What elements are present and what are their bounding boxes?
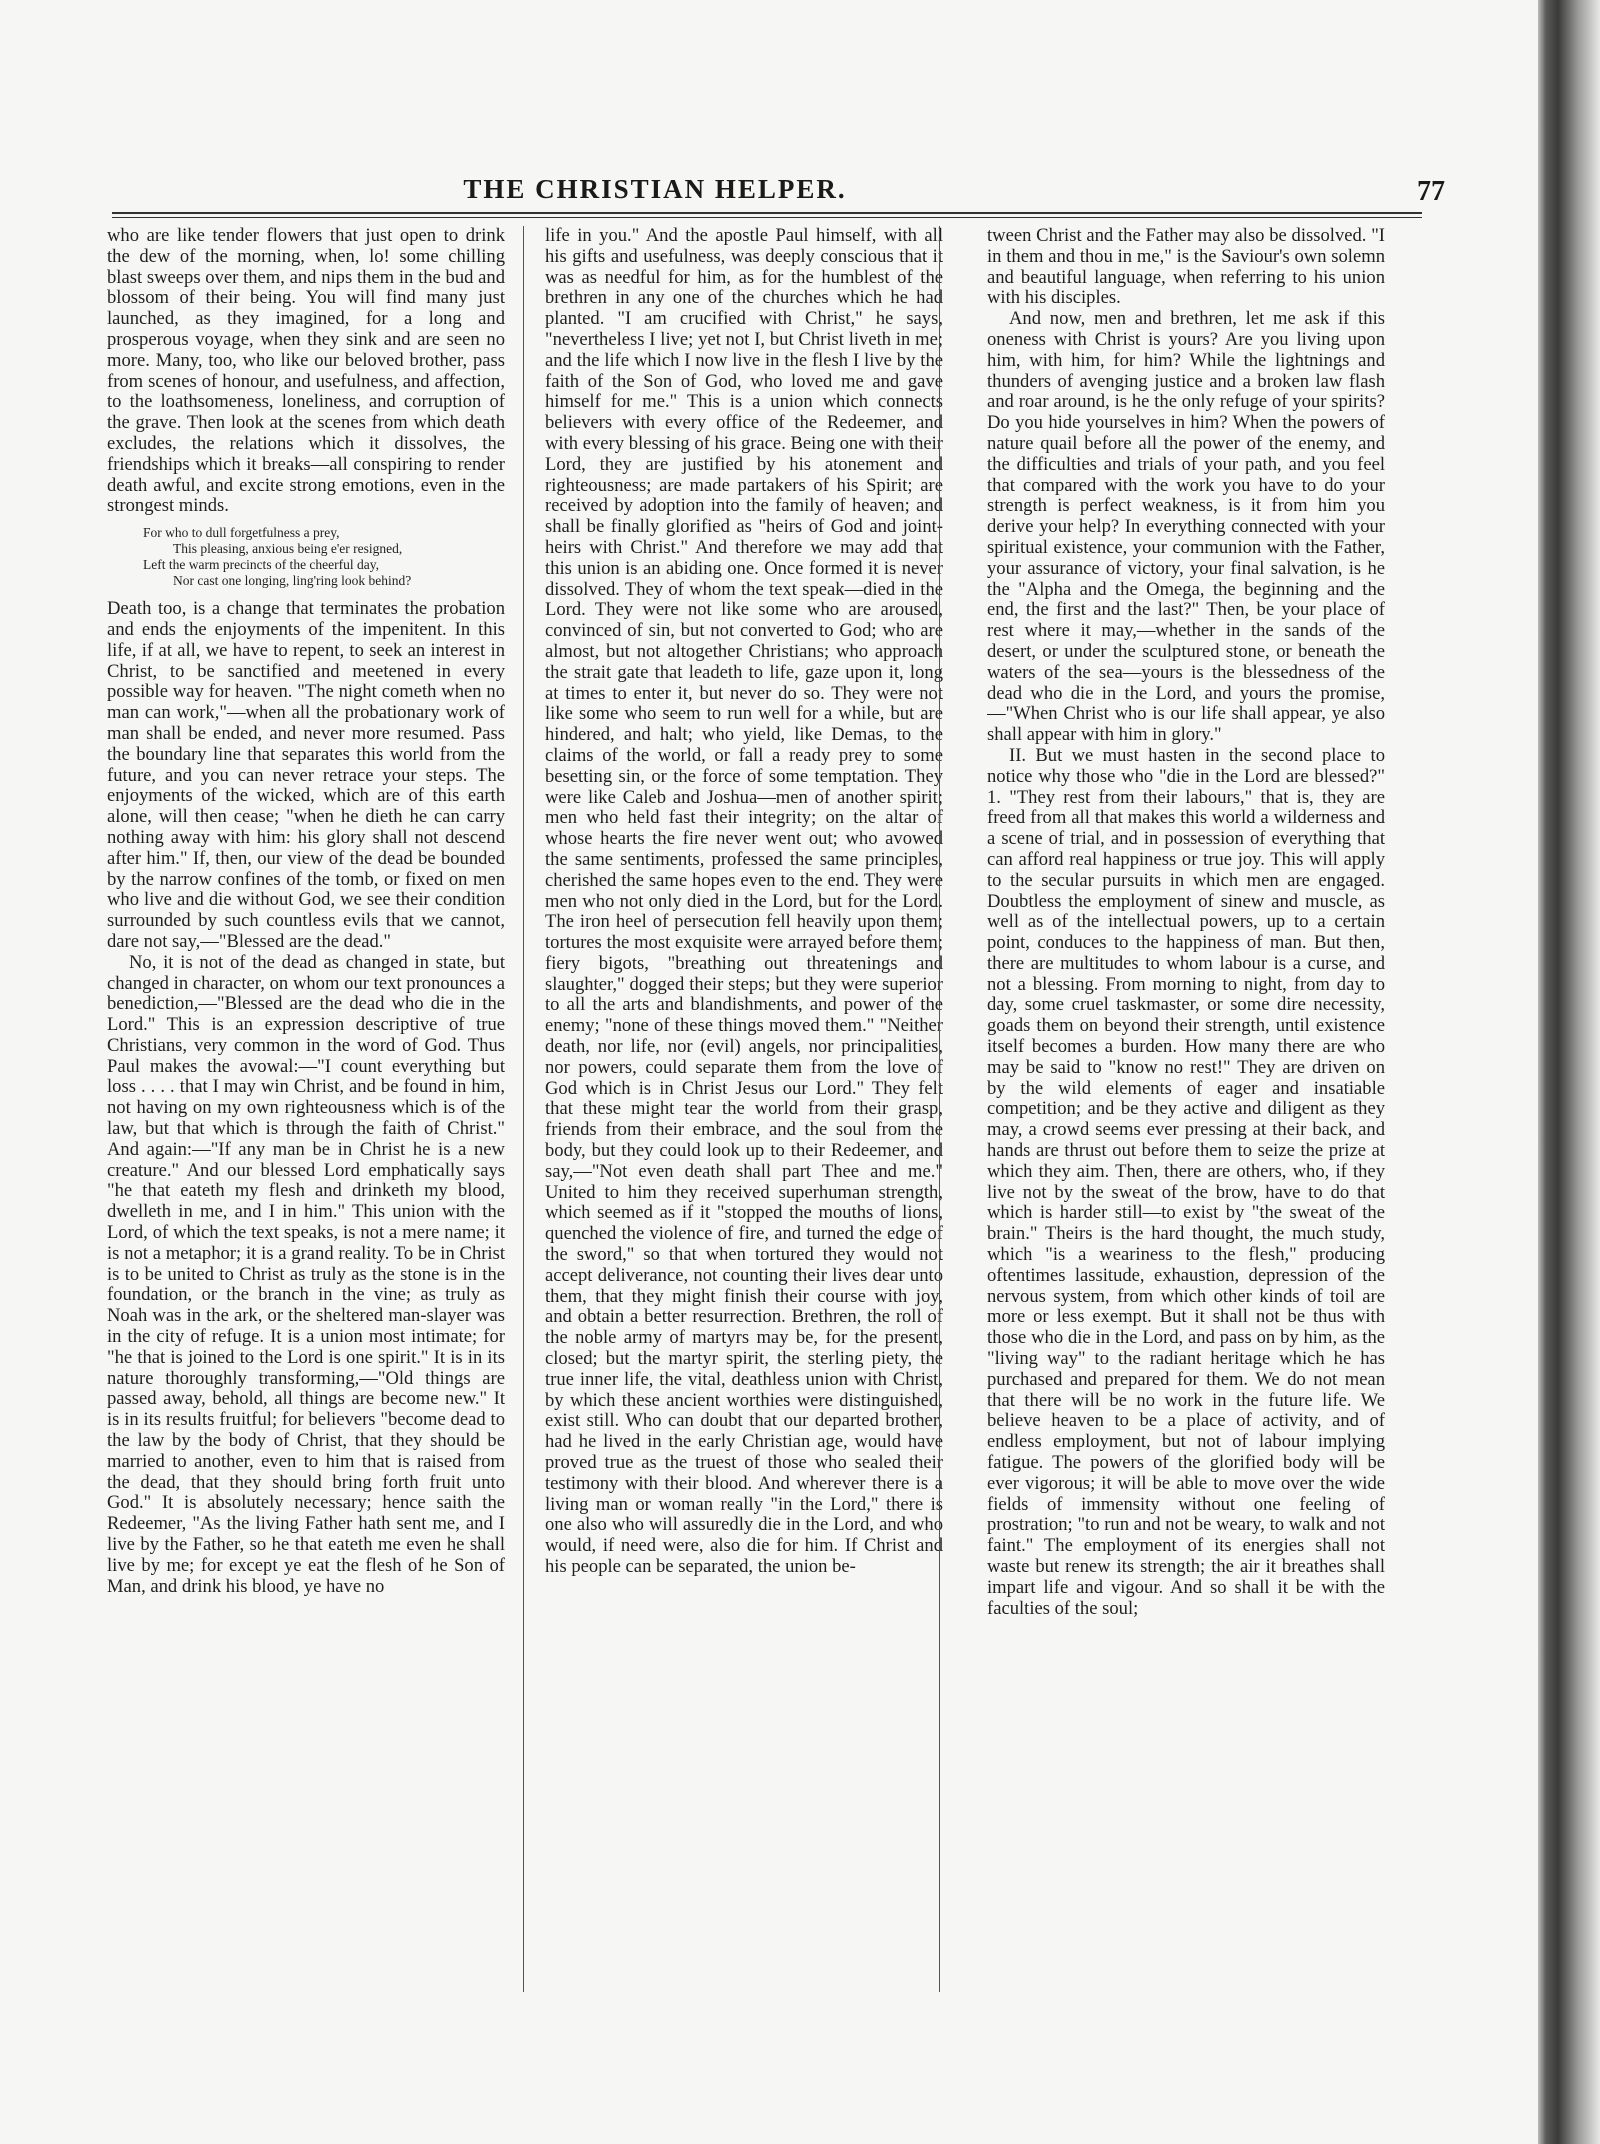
poem-line: Left the warm precincts of the cheerful day, <box>143 557 380 573</box>
page-edge-shadow <box>1538 0 1600 2144</box>
paragraph: life in you." And the apostle Paul himself, with all his gifts and usefulness, was deeply conscious that it was as needful for him, as for the humblest of the brethren in any one of the churches which he had planted. "I am crucified with Christ," he says, "nevertheless I live; yet not I, but Christ liveth in me; and the life which I now live in the flesh I live by the faith of the Son of God, who loved me and gave himself for me." This is a union which connects believers with every office of the Redeemer, and with every blessing of his grace. Being one with their Lord, they are justified by his atonement and righteousness; are made partakers of his Spirit; are received by adoption into the family of heaven; and shall be finally glorified as "heirs of God and joint-heirs with Christ." And therefore we may add that this union is an abiding one. Once formed it is never dissolved. They of whom the text speak—died in the Lord. They were not like some who are aroused, convinced of sin, but not converted to God; who are almost, but not altogether Christians; who approach the strait gate that leadeth to life, gaze upon it, long at times to enter it, but never do so. They were not like some who seem to run well for a while, but are hindered, and halt; who yield, like Demas, to the claims of the world, or fall a ready prey to some besetting sin, or the force of some temptation. They were like Caleb and Joshua—men of another spirit; men who held fast their integrity; on the altar of whose hearts the fire never went out; who avowed the same sentiments, professed the same principles, cherished the same hopes even to the end. They were men who not only died in the Lord, but for the Lord. The iron heel of persecution fell heavily upon them; tortures the most exquisite were arrayed before them; fiery bigots, "breathing out threatenings and slaughter," dogged their steps; but they were superior to all the arts and blandishments, and power of the enemy; "none of these things moved them." "Neither death, nor life, nor (evil) angels, nor principalities, nor powers, could separate them from the love of God which is in Christ Jesus our Lord." They felt that these might tear the world from their grasp, friends from their embrace, and the soul from the body, but they could look up to their Redeemer, and say,—"Not even death shall part Thee and me." United to him they received superhuman strength, which seemed as if it "stopped the mouths of lions, quenched the violence of fire, and turned the edge of the sword," so that when tortured they would not accept deliverance, not counting their lives dear unto them, that they might finish their course with joy, and obtain a better resurrection. Brethren, the roll of the noble army of martyrs may be, for the present, closed; but the martyr spirit, the sterling piety, the true inner life, the vital, deathless union with Christ, by which these ancient worthies were distinguished, exist still. Who can doubt that our departed brother, had he lived in the early Christian age, would have proved true as the truest of those who sealed their testimony with their blood. And wherever there is a living man or woman really "in the Lord," there is one also who will assuredly die in the Lord, and who would, if need were, also die for him. If Christ and his people can be separated, the union be- <box>545 226 943 1577</box>
running-title: THE CHRISTIAN HELPER. <box>463 174 847 204</box>
text-column-3 <box>987 226 1385 1996</box>
poem-quote <box>143 525 505 589</box>
paragraph: And now, men and brethren, let me ask if this oneness with Christ is yours? Are you living upon him, with him, for him? While the lightnings and thunders of avenging justice and a broken law flash and roar around, is he the only refuge of your spirits? Do you hide yourselves in him? When the powers of nature quail before all the power of the enemy, and the difficulties and trials of your path, and you feel that compared with the work you have to do your strength is perfect weakness, is it from him you derive your help? In everything connected with your spiritual existence, your communion with the Father, your assurance of victory, your final salvation, is he the "Alpha and the Omega, the beginning and the end, the first and the last?" Then, be your place of rest where it may,—whether in the sands of the desert, or under the sculptured stone, or beneath the waters of the sea—yours is the blessedness of the dead who die in the Lord, and yours the promise,—"When Christ who is our life shall appear, ye also shall appear with him in glory." <box>987 308 1385 746</box>
paragraph: Death too, is a change that terminates the probation and ends the enjoyments of the impenitent. In this life, if at all, we have to repent, to seek an interest in Christ, to be sanctified and meetened in every possible way for heaven. "The night cometh when no man can work,"—when all the probationary work of man shall be ended, and never more resumed. Pass the boundary line that separates this world from the future, and you can never retrace your steps. The enjoyments of the wicked, which are of this earth alone, will then cease; "when he dieth he can carry nothing away with him: his glory shall not descend after him." If, then, our view of the dead be bounded by the narrow confines of the tomb, or fixed on men who live and die without God, we see their condition surrounded by such countless evils that we cannot, dare not say,—"Blessed are the dead." <box>107 598 505 952</box>
column-divider <box>939 226 940 1992</box>
column-divider <box>523 226 524 1992</box>
paragraph: who are like tender flowers that just open to drink the dew of the morning, when, lo! some chilling blast sweeps over them, and nips them in the bud and blossom of their being. You will find many just launched, as they imagined, for a long and prosperous voyage, when they sink and are seen no more. Many, too, who like our beloved brother, pass from scenes of honour, and usefulness, and affection, to the loathsomeness, loneliness, and corruption of the grave. Then look at the scenes from which death excludes, the relations which it dissolves, the friendships which it breaks—all conspiring to render death awful, and excite strong emotions, even in the strongest minds. <box>107 226 505 517</box>
text-column-1 <box>107 226 505 1996</box>
paragraph: No, it is not of the dead as changed in state, but changed in character, on whom our text pronounces a benediction,—"Blessed are the dead who die in the Lord." This is an expression descriptive of true Christians, very common in the word of God. Thus Paul makes the avowal:—"I count everything but loss . . . . that I may win Christ, and be found in him, not having on my own righteousness which is of the law, but that which is through the faith of Christ." And again:—"If any man be in Christ he is a new creature." And our blessed Lord emphatically says "he that eateth my flesh and drinketh my blood, dwelleth in me, and I in him." This union with the Lord, of which the text speaks, is not a mere name; it is not a metaphor; it is a grand reality. To be in Christ is to be united to Christ as truly as the stone is in the foundation, or the branch in the vine; as truly as Noah was in the ark, or the sheltered man-slayer was in the city of refuge. It is a union most intimate; for "he that is joined to the Lord is one spirit." It is in its nature thoroughly transforming,—"Old things are passed away, behold, all things are become new." It is in its results fruitful; for believers "become dead to the law by the body of Christ, that they should be married to another, even to him that is raised from the dead, that they should bring forth fruit unto God." It is absolutely necessary; hence saith the Redeemer, "As the living Father hath sent me, and I live by the Father, so he that eateth me even he shall live by me; for except ye eat the flesh of he Son of Man, and drink his blood, ye have no <box>107 951 505 1597</box>
poem-line: For who to dull forgetfulness a prey, <box>143 525 340 541</box>
header-rule-thick <box>112 212 1422 214</box>
page-number: 77 <box>1417 176 1445 207</box>
paragraph: tween Christ and the Father may also be dissolved. "I in them and thou in me," is the Saviour's own solemn and beautiful language, when referring to his union with his disciples. <box>987 226 1385 309</box>
header-rule-thin <box>112 217 1422 218</box>
poem-line: Nor cast one longing, ling'ring look behind? <box>173 573 412 589</box>
text-column-2 <box>545 226 943 1996</box>
paragraph: II. But we must hasten in the second place to notice why those who "die in the Lord are blessed?" 1. "They rest from their labours," that is, they are freed from all that makes this world a wilderness and a scene of trial, and in possession of everything that can afford real happiness or true joy. This will apply to the secular pursuits in which men are engaged. Doubtless the employment of sinew and muscle, as well as of the intellectual powers, up to a certain point, conduces to the happiness of man. But then, there are multitudes to whom labour is a curse, and not a blessing. From morning to night, from day to day, some cruel taskmaster, or some dire necessity, goads them on beyond their strength, until existence itself becomes a burden. How many there are who may be said to "know no rest!" They are driven on by the wild elements of eager and insatiable competition; and be they active and diligent as they may, a crowd seems ever pressing at their back, and hands are thrust out before them to seize the prize at which they aim. Then, there are others, who, if they live not by the sweat of the brow, have to do that which is harder still—to exist by "the sweat of the brain." Theirs is the hard thought, the much study, which "is a weariness to the flesh," producing oftentimes lassitude, exhaustion, depression of the nervous system, from which other kinds of toil are more or less exempt. But it shall not be thus with those who die in the Lord, and pass on by him, as the "living way" to the radiant heritage which he has purchased and prepared for them. We do not mean that there will be no work in the future life. We believe heaven to be a place of activity, and of endless employment, but not of labour implying fatigue. The powers of the glorified body will be ever vigorous; it will be able to move over the wide fields of immensity without one feeling of prostration; "to run and not be weary, to walk and not faint." The employment of its energies shall not waste but renew its strength; the air it breathes shall impart life and vigour. And so shall it be with the faculties of the soul; <box>987 744 1385 1619</box>
poem-line: This pleasing, anxious being e'er resigned, <box>173 541 403 557</box>
